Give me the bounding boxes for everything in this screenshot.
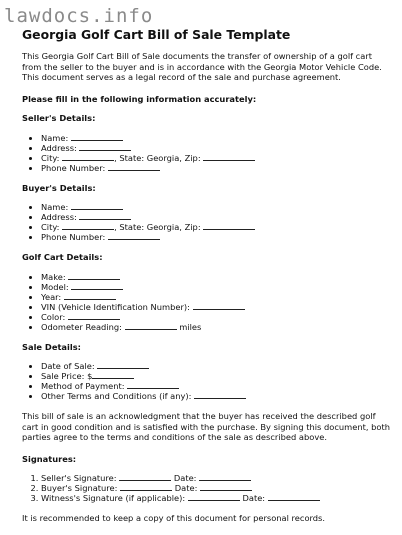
seller-heading: Seller's Details: — [22, 113, 96, 123]
seller-list — [22, 133, 392, 173]
cart-model-label: Model: — [41, 281, 69, 292]
buyer-name-blank — [71, 202, 123, 210]
buyer-signature-blank — [120, 483, 172, 491]
buyer-city-blank — [62, 222, 114, 230]
buyer-phone-label: Phone Number: — [41, 232, 106, 242]
list-item — [41, 133, 392, 143]
instruction-heading: Please fill in the following information accurately: — [22, 93, 257, 104]
list-item — [41, 163, 392, 173]
document-title: Georgia Golf Cart Bill of Sale Template — [22, 27, 291, 42]
list-item — [41, 302, 392, 312]
list-item — [41, 391, 392, 401]
cart-make-blank — [68, 272, 120, 280]
buyer-name-label: Name: — [41, 202, 69, 212]
buyer-state-label: , State: Georgia, Zip: — [114, 222, 201, 232]
signatures-list — [22, 473, 392, 503]
list-item — [41, 483, 392, 493]
witness-signature-label: Witness's Signature (if applicable): — [41, 493, 186, 503]
seller-city-blank — [62, 153, 114, 161]
seller-name-blank — [71, 133, 123, 141]
buyer-city-label: City: — [41, 222, 60, 232]
list-item — [41, 202, 392, 212]
cart-vin-label: VIN (Vehicle Identification Number): — [41, 301, 190, 312]
list-item — [41, 312, 392, 322]
seller-signature-blank — [119, 473, 171, 481]
list-item — [41, 292, 392, 302]
cart-make-label: Make: — [41, 271, 66, 282]
buyer-signature-date-blank — [200, 483, 252, 491]
cart-odometer-label: Odometer Reading: — [41, 321, 122, 332]
cart-odometer-blank — [125, 322, 177, 330]
intro-paragraph: This Georgia Golf Cart Bill of Sale documents the transfer of ownership of a golf cart from the seller to the buyer and is in accordance with the Georgia Motor Vehicle Code. This document serves as a legal record of the sale and purchase agreement. — [22, 51, 382, 82]
list-item — [41, 473, 392, 483]
sale-terms-blank — [194, 391, 246, 399]
list-item — [41, 493, 392, 503]
cart-color-blank — [68, 312, 120, 320]
sale-date-blank — [97, 361, 149, 369]
cart-year-blank — [64, 292, 116, 300]
buyer-signature-date-label: Date: — [174, 483, 198, 493]
site-logo: lawdocs.info — [4, 5, 154, 27]
seller-signature-date-label: Date: — [173, 473, 197, 483]
witness-signature-date-blank — [268, 493, 320, 501]
list-item — [41, 153, 392, 163]
seller-signature-label: Seller's Signature: — [41, 473, 117, 483]
list-item — [41, 282, 392, 292]
seller-signature-date-blank — [199, 473, 251, 481]
buyer-address-blank — [79, 212, 131, 220]
seller-city-label: City: — [41, 152, 60, 163]
list-item — [41, 143, 392, 153]
seller-state-label: , State: Georgia, Zip: — [114, 152, 201, 163]
buyer-zip-blank — [203, 222, 255, 230]
list-item — [41, 272, 392, 282]
witness-signature-blank — [188, 493, 240, 501]
sale-heading: Sale Details: — [22, 341, 81, 352]
buyer-address-label: Address: — [41, 212, 77, 222]
cart-year-label: Year: — [41, 291, 62, 302]
seller-address-label: Address: — [41, 142, 77, 153]
closing-paragraph: It is recommended to keep a copy of this document for personal records. — [22, 513, 326, 523]
seller-phone-blank — [108, 163, 160, 171]
list-item — [41, 232, 392, 242]
witness-signature-date-label: Date: — [242, 493, 266, 503]
sale-list — [22, 361, 392, 401]
list-item — [41, 322, 392, 332]
seller-address-blank — [79, 143, 131, 151]
cart-heading: Golf Cart Details: — [22, 252, 103, 262]
signatures-heading: Signatures: — [22, 453, 77, 464]
sale-price-blank — [92, 371, 134, 379]
buyer-heading: Buyer's Details: — [22, 182, 96, 193]
cart-color-label: Color: — [41, 311, 66, 322]
list-item — [41, 381, 392, 391]
cart-list — [22, 272, 392, 332]
buyer-signature-label: Buyer's Signature: — [41, 483, 118, 493]
cart-model-blank — [71, 282, 123, 290]
buyer-phone-blank — [108, 232, 160, 240]
sale-date-label: Date of Sale: — [41, 361, 95, 371]
list-item — [41, 222, 392, 232]
seller-name-label: Name: — [41, 132, 69, 143]
sale-terms-label: Other Terms and Conditions (if any): — [41, 391, 192, 401]
seller-zip-blank — [203, 153, 255, 161]
cart-vin-blank — [193, 302, 245, 310]
list-item — [41, 212, 392, 222]
cart-odometer-unit: miles — [179, 321, 202, 332]
seller-phone-label: Phone Number: — [41, 162, 106, 173]
sale-method-label: Method of Payment: — [41, 381, 125, 391]
sale-price-label: Sale Price: $ — [41, 371, 93, 381]
acknowledgment-paragraph: This bill of sale is an acknowledgment that the buyer has received the described golf cart in good condition and is satisfied with the purchase. By signing this document, both parties agree to the terms and conditions of the sale as described above. — [22, 411, 390, 442]
buyer-list — [22, 202, 392, 242]
sale-method-blank — [127, 381, 179, 389]
list-item — [41, 361, 392, 371]
document-body — [22, 27, 392, 535]
list-item — [41, 371, 392, 381]
